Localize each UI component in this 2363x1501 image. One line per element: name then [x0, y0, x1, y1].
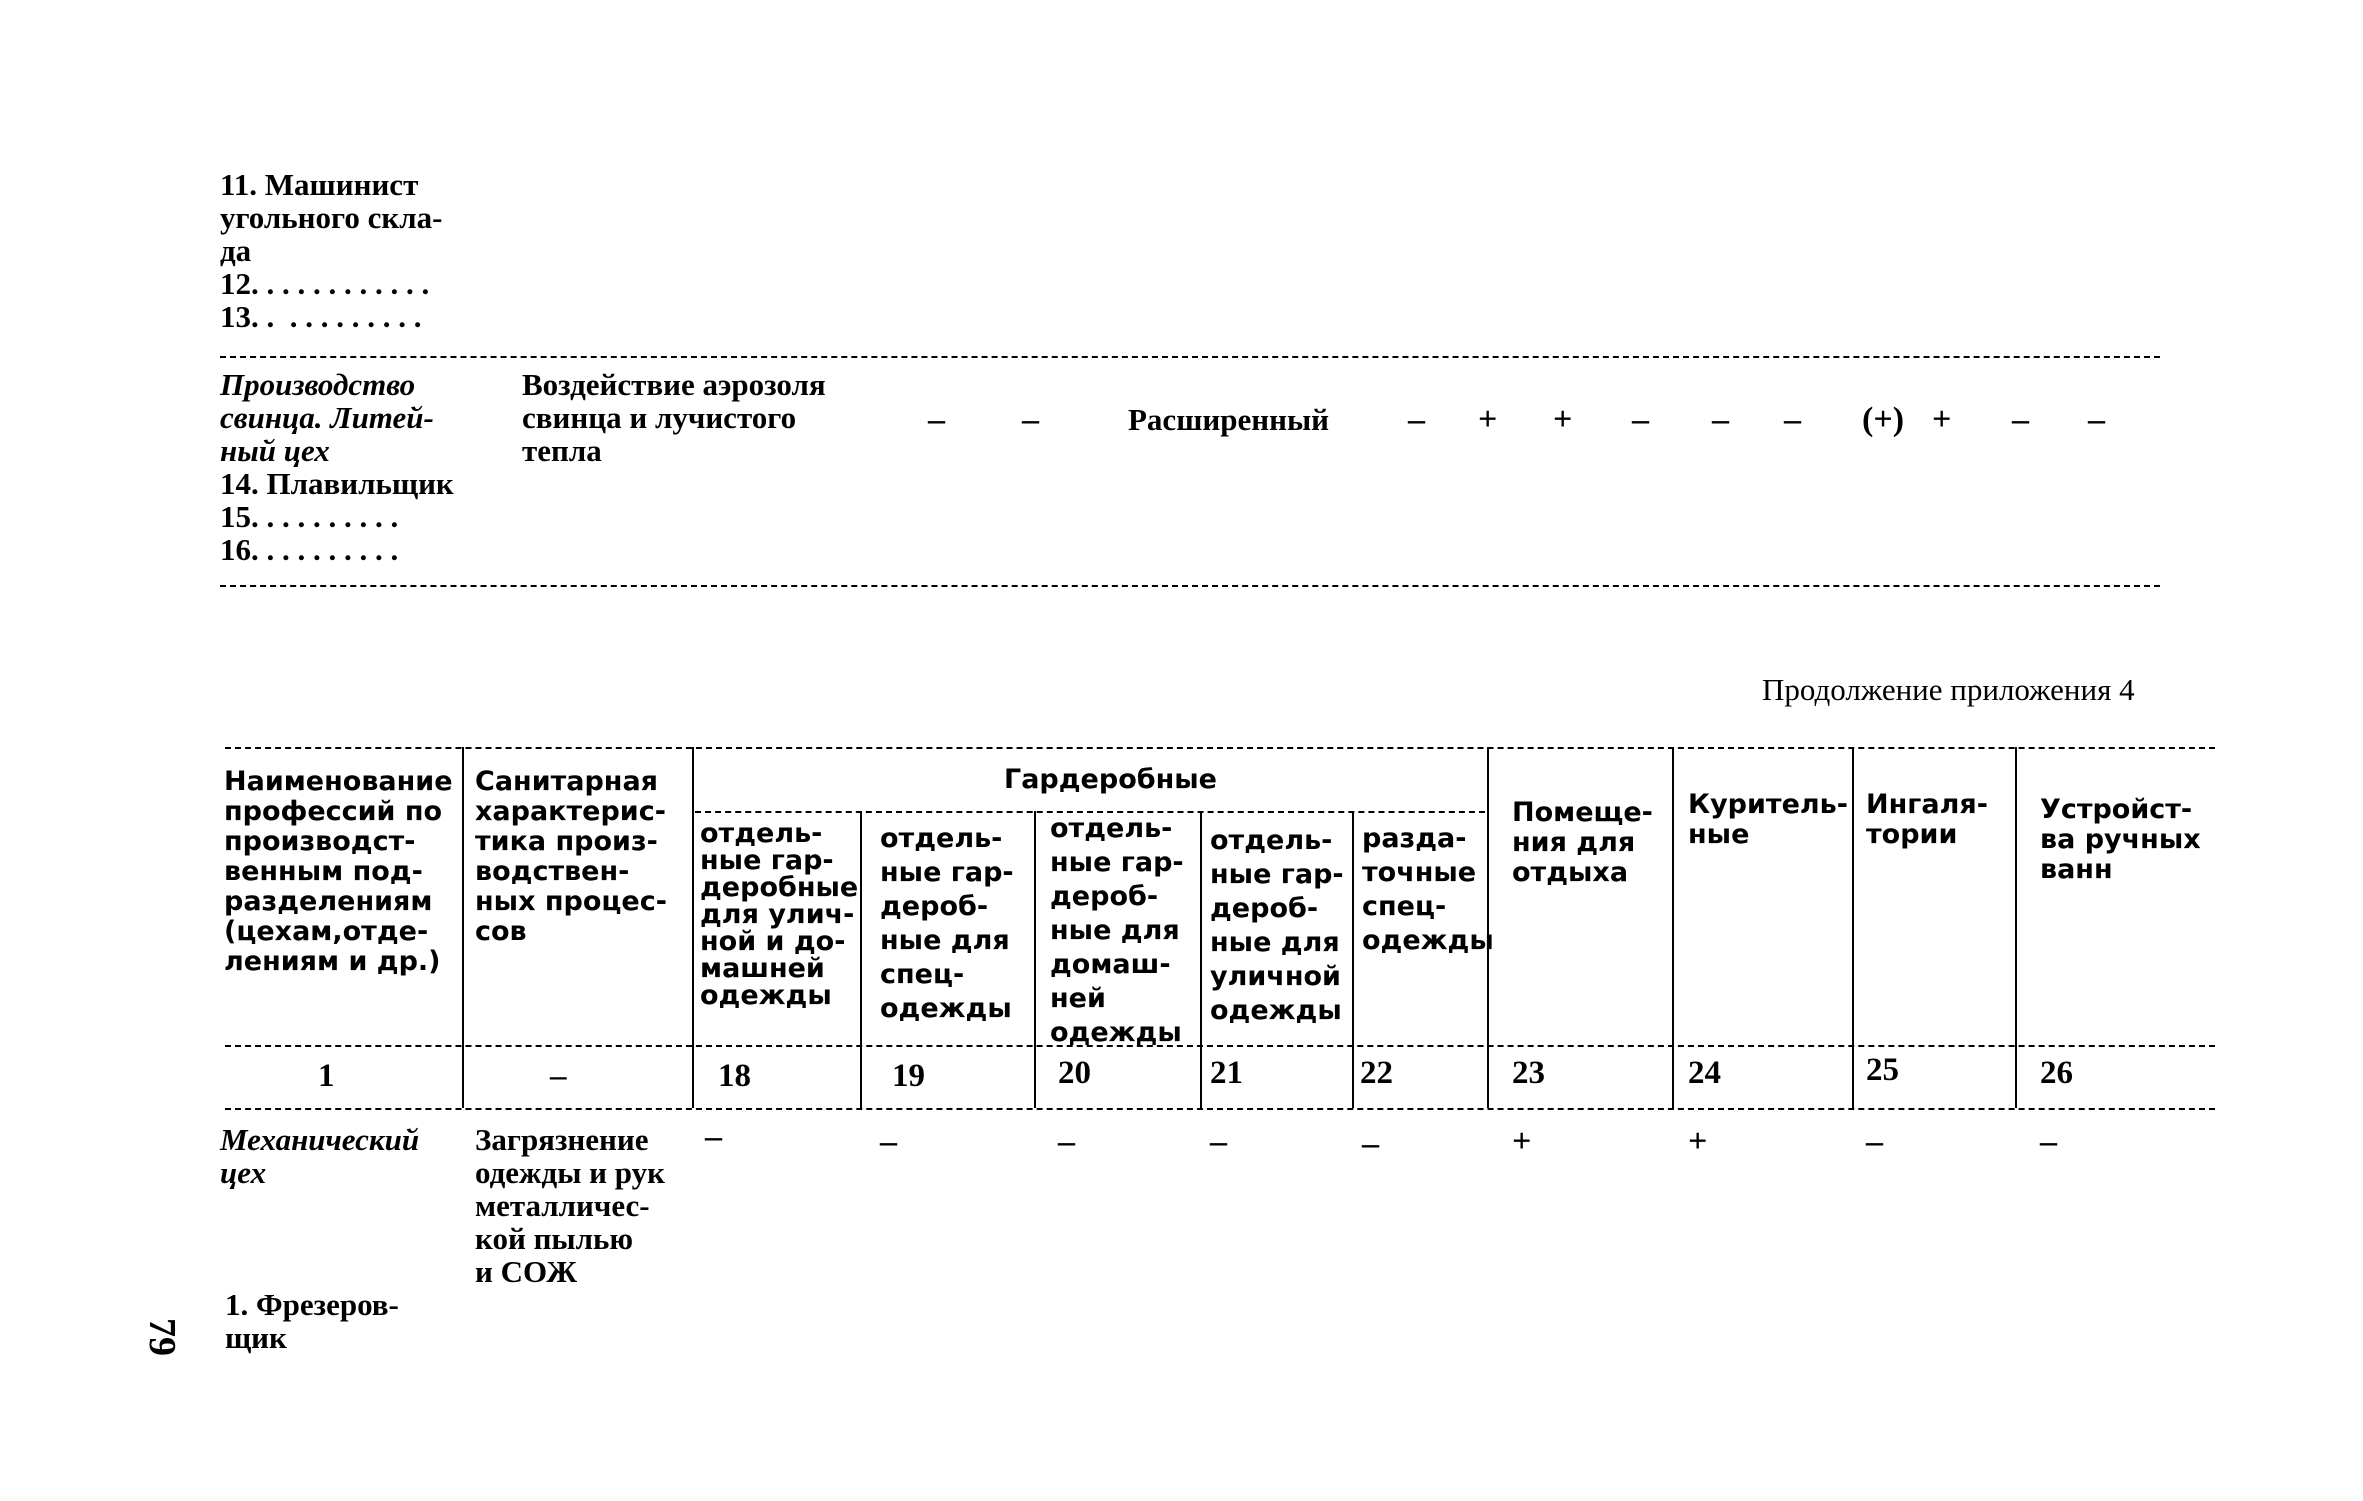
mark: –	[1408, 401, 1425, 438]
col-number: 19	[892, 1058, 925, 1094]
mark: +	[1478, 401, 1498, 438]
continuation-title: Продолжение приложения 4	[1762, 672, 2135, 707]
header-rest-rooms: Помеще- ния для отдыха	[1512, 797, 1653, 888]
header-g4: отдель- ные гар- дероб- ные для уличной одежды	[1210, 825, 1344, 1026]
row-mark: –	[1362, 1125, 1379, 1162]
row-mark: +	[1688, 1123, 1708, 1160]
col-sep	[1672, 747, 1674, 1108]
mark: +	[1932, 401, 1952, 438]
col-sep	[462, 747, 464, 1108]
dept-lead-foundry: Производство свинца. Литей- ный цех	[220, 367, 434, 468]
mark: –	[2088, 401, 2105, 438]
hazard-factor: Воздействие аэрозоля свинца и лучистого тепла	[522, 367, 826, 468]
page-number: 79	[141, 1318, 183, 1356]
dept-mechanical-shop: Механический цех	[220, 1122, 420, 1190]
row-mark: –	[880, 1123, 897, 1160]
col-number: 26	[2040, 1055, 2073, 1091]
mark-type: Расширенный	[1128, 402, 1330, 437]
mark: (+)	[1862, 401, 1905, 438]
item-11: 11. Машинист угольного скла- да 12. . . . . . . . . . . . 13. . . . . . . . . . .	[220, 167, 443, 334]
col-number: 20	[1058, 1055, 1091, 1091]
mark: –	[1784, 401, 1801, 438]
items-14-16: 14. Плавильщик 15. . . . . . . . . . 16. . . . . . . . . .	[220, 466, 454, 567]
col-number: 21	[1210, 1055, 1243, 1091]
col-number: 25	[1866, 1052, 1899, 1088]
mark: –	[1022, 401, 1039, 438]
col-sep	[1852, 747, 1854, 1108]
header-sanitary: Санитарная характерис- тика произ- водствен- ных процес- сов	[475, 766, 667, 947]
divider	[220, 585, 2160, 587]
col-sep	[1352, 811, 1354, 1108]
table-top-rule	[225, 747, 2215, 749]
header-inhalatoria: Ингаля- тории	[1866, 789, 1988, 850]
mark: –	[928, 401, 945, 438]
header-hand-baths: Устройст- ва ручных ванн	[2040, 794, 2201, 885]
col-sep	[2015, 747, 2017, 1108]
header-smoking: Куритель- ные	[1688, 789, 1848, 850]
row-item: 1. Фрезеров- щик	[225, 1287, 399, 1355]
row-mark: –	[1866, 1123, 1883, 1160]
col-number: 23	[1512, 1055, 1545, 1091]
mark: –	[2012, 401, 2029, 438]
col-number: –	[550, 1058, 567, 1094]
numbers-bottom-rule	[225, 1108, 2215, 1110]
col-sep	[1200, 811, 1202, 1108]
row-mark: +	[1512, 1123, 1532, 1160]
header-g5: разда- точные спец- одежды	[1362, 823, 1494, 956]
mark: –	[1712, 401, 1729, 438]
col-sep	[860, 811, 862, 1108]
row-mark: –	[705, 1118, 722, 1155]
col-number: 18	[718, 1058, 751, 1094]
row-factor: Загрязнение одежды и рук металличес- кой пылью и СОЖ	[475, 1122, 665, 1289]
col-number: 24	[1688, 1055, 1721, 1091]
header-group-wardrobes: Гардеробные	[1004, 764, 1217, 795]
col-sep	[1034, 811, 1036, 1108]
col-sep	[692, 747, 694, 1108]
header-g1: отдель- ные гар- деробные для улич- ной и до- машней одежды	[700, 818, 859, 1011]
mark: +	[1553, 401, 1573, 438]
col-number: 1	[318, 1058, 335, 1094]
header-g3: отдель- ные гар- дероб- ные для домаш- ней одежды	[1050, 813, 1184, 1048]
mark: –	[1632, 401, 1649, 438]
divider	[220, 356, 2160, 358]
header-bottom-rule	[225, 1045, 2215, 1047]
row-mark: –	[2040, 1123, 2057, 1160]
col-number: 22	[1360, 1055, 1393, 1091]
header-profession: Наименование профессий по производст- венным под- разделениям (цехам,отде- лениям и др.)	[224, 766, 453, 977]
header-g2: отдель- ные гар- дероб- ные для спец- одежды	[880, 823, 1014, 1024]
row-mark: –	[1058, 1123, 1075, 1160]
row-mark: –	[1210, 1123, 1227, 1160]
